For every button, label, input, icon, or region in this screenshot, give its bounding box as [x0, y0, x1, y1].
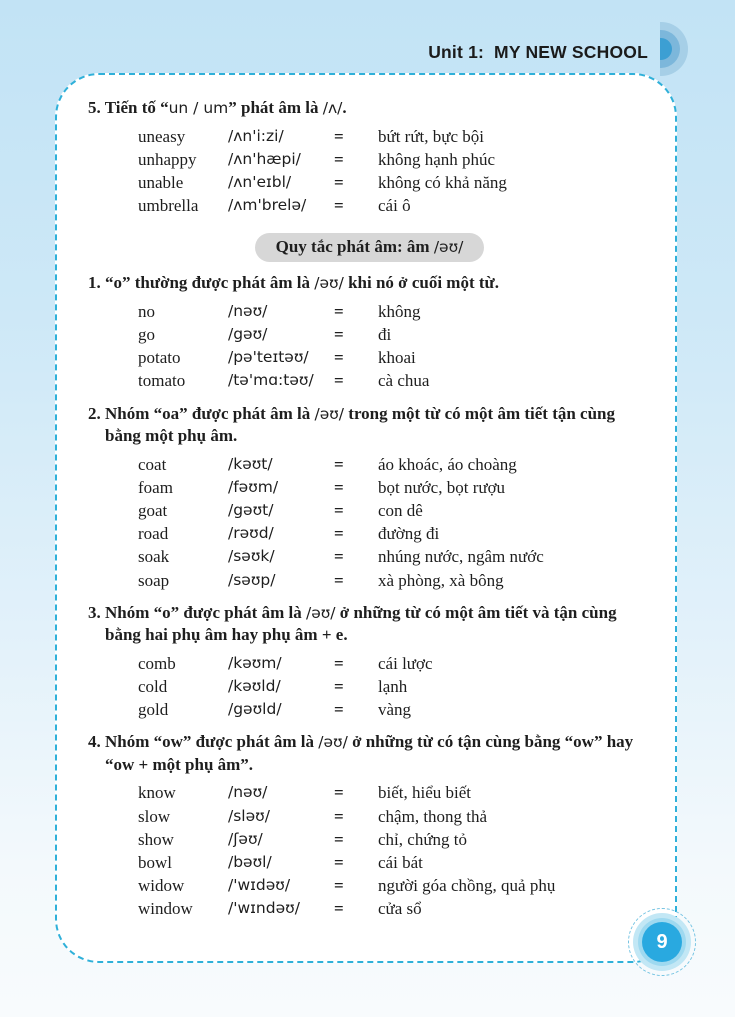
equals-sign: =	[334, 371, 344, 391]
meaning-cell: con dê	[378, 501, 423, 521]
equals-sign: =	[334, 829, 344, 849]
meaning-cell: nhúng nước, ngâm nước	[378, 547, 544, 567]
unit-title: MY NEW SCHOOL	[494, 42, 648, 62]
text-segment: ở những từ có tận cùng bằng “ow” hay “ow + một phụ âm”.	[105, 732, 634, 774]
text-segment: khi nó ở cuối một từ.	[343, 273, 499, 293]
vocab-list	[138, 652, 651, 722]
ipa-cell: /sləʊ/	[228, 806, 270, 825]
ipa-cell: /tə'mɑ:təʊ/	[228, 371, 314, 390]
rule-heading	[88, 403, 651, 448]
meaning-cell: cái ô	[378, 196, 411, 216]
vocab-row	[138, 300, 651, 323]
word-cell: road	[138, 524, 169, 544]
text-segment: Quy tắc phát âm: âm	[275, 237, 434, 257]
ipa-cell: /fəʊm/	[228, 477, 279, 496]
word-cell: tomato	[138, 371, 186, 391]
vocab-row	[138, 369, 651, 392]
equals-sign: =	[334, 876, 344, 896]
meaning-cell: cái lược	[378, 653, 433, 673]
ipa-cell: /'wɪdəʊ/	[228, 876, 291, 895]
equals-sign: =	[334, 325, 344, 345]
equals-sign: =	[334, 501, 344, 521]
equals-sign: =	[334, 454, 344, 474]
word-cell: uneasy	[138, 126, 186, 146]
vocab-row	[138, 897, 651, 920]
meaning-cell: vàng	[378, 700, 412, 720]
vocab-row	[138, 148, 651, 171]
equals-sign: =	[334, 477, 344, 497]
ipa-cell: /səʊp/	[228, 570, 276, 589]
meaning-cell: cái bát	[378, 853, 423, 873]
word-cell: bowl	[138, 853, 172, 873]
meaning-cell: người góa chồng, quả phụ	[378, 876, 556, 896]
equals-sign: =	[334, 853, 344, 873]
equals-sign: =	[334, 783, 344, 803]
text-segment: 5. Tiến tố “	[88, 98, 169, 117]
word-cell: goat	[138, 501, 168, 521]
text-segment: ở những từ có một âm tiết và tận cùng bằng hai phụ âm hay phụ âm + e.	[105, 602, 617, 645]
vocab-row	[138, 851, 651, 874]
rule-heading	[88, 97, 651, 120]
meaning-cell: áo khoác, áo choàng	[378, 454, 517, 474]
equals-sign: =	[334, 196, 344, 216]
text-segment: 3. Nhóm “o” được phát âm là	[88, 602, 306, 622]
meaning-cell: không có khả năng	[378, 172, 507, 192]
meaning-cell: cửa sổ	[378, 899, 422, 919]
word-cell: show	[138, 829, 174, 849]
equals-sign: =	[334, 547, 344, 567]
word-cell: widow	[138, 876, 185, 896]
vocab-row	[138, 698, 651, 721]
ipa-segment: /əʊ/	[314, 274, 344, 293]
vocab-row	[138, 522, 651, 545]
equals-sign: =	[334, 570, 344, 590]
vocab-row	[138, 675, 651, 698]
meaning-cell: cà chua	[378, 371, 430, 391]
rule-section	[88, 602, 651, 722]
ipa-cell: /'wɪndəʊ/	[228, 899, 300, 918]
text-segment: 1. “o” thường được phát âm là	[88, 273, 315, 293]
text-segment: trong một từ có một âm tiết tận cùng bằng một phụ âm.	[105, 403, 616, 446]
equals-sign: =	[334, 653, 344, 673]
word-cell: soak	[138, 547, 170, 567]
word-cell: cold	[138, 677, 168, 697]
ipa-cell: /gəʊ/	[228, 325, 268, 344]
rule-section	[88, 97, 651, 217]
rule-heading	[88, 602, 651, 647]
rule-section	[88, 272, 651, 392]
ipa-cell: /ʌn'i:zi/	[228, 126, 284, 145]
word-cell: coat	[138, 454, 167, 474]
rule-section	[88, 403, 651, 592]
vocab-row	[138, 171, 651, 194]
ipa-cell: /gəʊt/	[228, 501, 274, 520]
equals-sign: =	[334, 149, 344, 169]
ipa-cell: /ʌn'eɪbl/	[228, 172, 292, 191]
word-cell: unhappy	[138, 149, 197, 169]
meaning-cell: biết, hiểu biết	[378, 783, 472, 803]
sections-top	[88, 97, 651, 217]
vocab-row	[138, 805, 651, 828]
meaning-cell: xà phòng, xà bông	[378, 570, 504, 590]
page-number: 9	[642, 922, 682, 962]
vocab-row	[138, 346, 651, 369]
ipa-cell: /nəʊ/	[228, 301, 268, 320]
word-cell: soap	[138, 570, 170, 590]
ipa-cell: /gəʊld/	[228, 700, 282, 719]
word-cell: no	[138, 301, 155, 321]
meaning-cell: khoai	[378, 348, 416, 368]
equals-sign: =	[334, 700, 344, 720]
ipa-segment: un / um	[168, 99, 229, 117]
equals-sign: =	[334, 899, 344, 919]
ipa-segment: /əʊ/	[305, 603, 336, 622]
ipa-segment: /əʊ/	[314, 404, 345, 423]
word-cell: know	[138, 783, 176, 803]
vocab-list	[138, 300, 651, 393]
vocab-row	[138, 652, 651, 675]
vocab-list	[138, 453, 651, 592]
vocab-list	[138, 781, 651, 920]
vocab-row	[138, 453, 651, 476]
meaning-cell: đường đi	[378, 524, 440, 544]
ipa-cell: /ʌm'brelə/	[228, 196, 307, 215]
page-number-badge	[628, 908, 696, 976]
meaning-cell: lạnh	[378, 677, 408, 697]
meaning-cell: bọt nước, bọt rượu	[378, 477, 506, 497]
text-segment: 2. Nhóm “oa” được phát âm là	[88, 403, 315, 423]
word-cell: foam	[138, 477, 173, 497]
word-cell: go	[138, 325, 155, 345]
word-cell: umbrella	[138, 196, 199, 216]
word-cell: slow	[138, 806, 171, 826]
equals-sign: =	[334, 677, 344, 697]
ipa-cell: /nəʊ/	[228, 783, 268, 802]
ipa-segment: /əʊ/	[433, 238, 464, 257]
equals-sign: =	[334, 806, 344, 826]
ipa-cell: /səʊk/	[228, 547, 275, 566]
ipa-cell: /kəʊld/	[228, 677, 281, 696]
ipa-cell: /pə'teɪtəʊ/	[228, 348, 309, 367]
ipa-cell: /kəʊm/	[228, 653, 282, 672]
meaning-cell: chỉ, chứng tỏ	[378, 829, 468, 849]
word-cell: gold	[138, 700, 169, 720]
equals-sign: =	[334, 348, 344, 368]
vocab-row	[138, 323, 651, 346]
rule-section	[88, 731, 651, 920]
equals-sign: =	[334, 524, 344, 544]
unit-header	[428, 42, 648, 63]
vocab-row	[138, 476, 651, 499]
text-segment: ” phát âm là	[228, 98, 323, 117]
equals-sign: =	[334, 172, 344, 192]
content-box	[55, 73, 677, 963]
meaning-cell: không hạnh phúc	[378, 149, 496, 169]
ipa-cell: /bəʊl/	[228, 853, 272, 872]
vocab-row	[138, 874, 651, 897]
vocab-row	[138, 569, 651, 592]
text-segment: 4. Nhóm “ow” được phát âm là	[88, 732, 319, 752]
word-cell: potato	[138, 348, 181, 368]
ipa-segment: /ʌ/	[322, 99, 343, 117]
vocab-row	[138, 545, 651, 568]
rule-title-pill	[255, 233, 485, 262]
vocab-list	[138, 125, 651, 218]
word-cell: window	[138, 899, 193, 919]
ipa-cell: /ʌn'hæpi/	[228, 149, 301, 168]
vocab-row	[138, 828, 651, 851]
vocab-row	[138, 781, 651, 804]
ipa-segment: /əʊ/	[318, 733, 348, 752]
equals-sign: =	[334, 301, 344, 321]
ipa-cell: /ʃəʊ/	[228, 829, 263, 848]
meaning-cell: đi	[378, 325, 392, 345]
ipa-cell: /rəʊd/	[228, 524, 274, 543]
vocab-row	[138, 194, 651, 217]
vocab-row	[138, 125, 651, 148]
meaning-cell: chậm, thong thả	[378, 806, 488, 826]
word-cell: comb	[138, 653, 176, 673]
text-segment: .	[342, 98, 347, 117]
vocab-row	[138, 499, 651, 522]
equals-sign: =	[334, 126, 344, 146]
unit-label: Unit 1:	[428, 42, 485, 62]
rule-heading	[88, 731, 651, 776]
sections-bottom	[88, 272, 651, 920]
meaning-cell: bứt rứt, bực bội	[378, 126, 485, 146]
word-cell: unable	[138, 172, 184, 192]
header-arc-decoration	[660, 21, 690, 77]
ipa-cell: /kəʊt/	[228, 454, 273, 473]
meaning-cell: không	[378, 301, 421, 321]
rule-heading	[88, 272, 651, 295]
